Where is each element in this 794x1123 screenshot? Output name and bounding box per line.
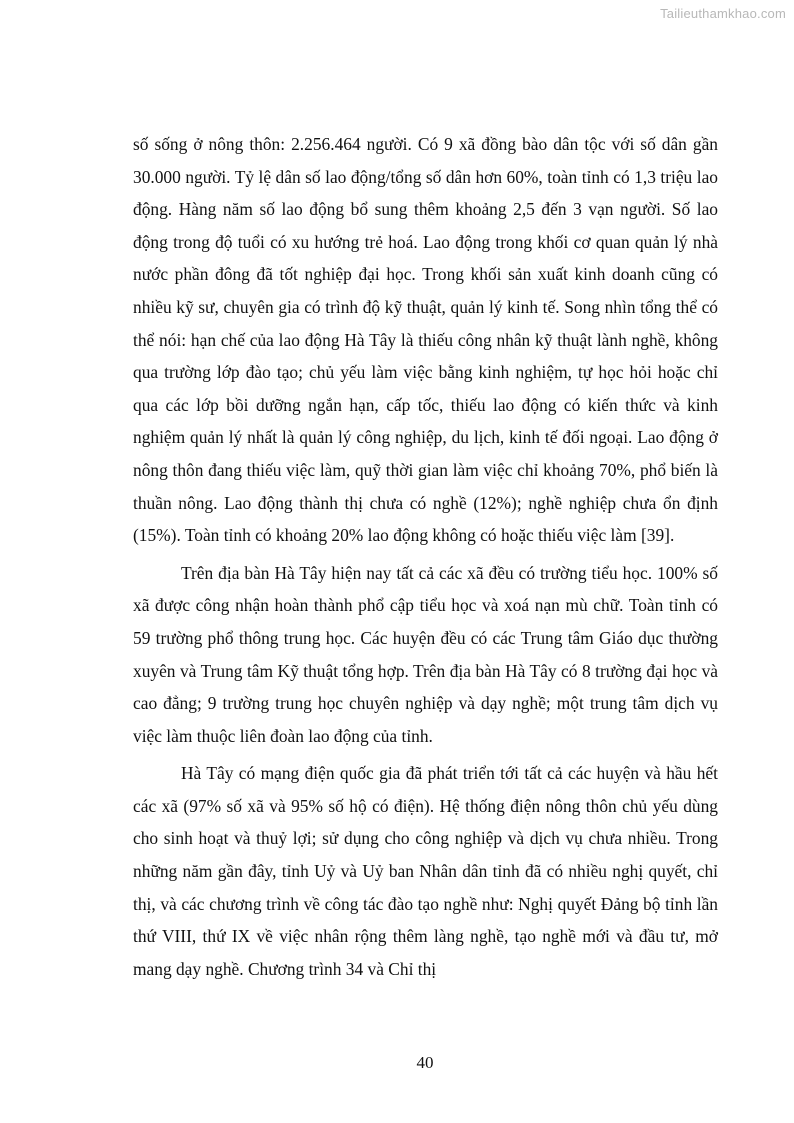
paragraph-education: Trên địa bàn Hà Tây hiện nay tất cả các xã đều có trường tiểu học. 100% số xã được công nhận hoàn thành phổ cập tiểu học và xoá nạn mù chữ. Toàn tỉnh có 59 trường phổ thông trung học. Các huyện đều có các Trung tâm Giáo dục thường xuyên và Trung tâm Kỹ thuật tổng hợp. Trên địa bàn Hà Tây có 8 trường đại học và cao đẳng; 9 trường trung học chuyên nghiệp và dạy nghề; một trung tâm dịch vụ việc làm thuộc liên đoàn lao động của tỉnh. — [133, 562, 718, 746]
paragraph-electricity: Hà Tây có mạng điện quốc gia đã phát triển tới tất cả các huyện và hầu hết các xã (97% số xã và 95% số hộ có điện). Hệ thống điện nông thôn chủ yếu dùng cho sinh hoạt và thuỷ lợi; sử dụng cho công nghiệp và dịch vụ chưa nhiều. Trong những năm gần đây, tỉnh Uỷ và Uỷ ban Nhân dân tỉnh đã có nhiều nghị quyết, chỉ thị, và các chương trình về công tác đào tạo nghề như: Nghị quyết Đảng bộ tỉnh lần thứ VIII, thứ IX về việc nhân rộng thêm làng nghề, tạo nghề mới và đầu tư, mở mang dạy nghề. Chương trình 34 và Chỉ thị — [133, 763, 718, 979]
paragraph-labor-force: số sống ở nông thôn: 2.256.464 người. Có 9 xã đồng bào dân tộc với số dân gần 30.000 người. Tỷ lệ dân số lao động/tổng số dân hơn 60%, toàn tỉnh có 1,3 triệu lao động. Hàng năm số lao động bổ sung thêm khoảng 2,5 đến 3 vạn người. Số lao động trong độ tuổi có xu hướng trẻ hoá. Lao động trong khối cơ quan quản lý nhà nước phần đông đã tốt nghiệp đại học. Trong khối sản xuất kinh doanh cũng có nhiều kỹ sư, chuyên gia có trình độ kỹ thuật, quản lý kinh tế. Song nhìn tổng thể có thể nói: hạn chế của lao động Hà Tây là thiếu công nhân kỹ thuật lành nghề, không qua trường lớp đào tạo; chủ yếu làm việc bằng kinh nghiệm, tự học hỏi hoặc chỉ qua các lớp bồi dưỡng ngắn hạn, cấp tốc, thiếu lao động có kiến thức và kinh nghiệm quản lý nhất là quản lý công nghiệp, du lịch, kinh tế đối ngoại. Lao động ở nông thôn đang thiếu việc làm, quỹ thời gian làm việc chỉ khoảng 70%, phổ biến là thuần nông. Lao động thành thị chưa có nghề (12%); nghề nghiệp chưa ổn định (15%). Toàn tỉnh có khoảng 20% lao động không có hoặc thiếu việc làm [39]. — [133, 134, 718, 546]
page-number: 40 — [416, 1053, 434, 1072]
watermark-text: Tailieuthamkhao.com — [660, 6, 786, 21]
page-body — [133, 128, 718, 985]
